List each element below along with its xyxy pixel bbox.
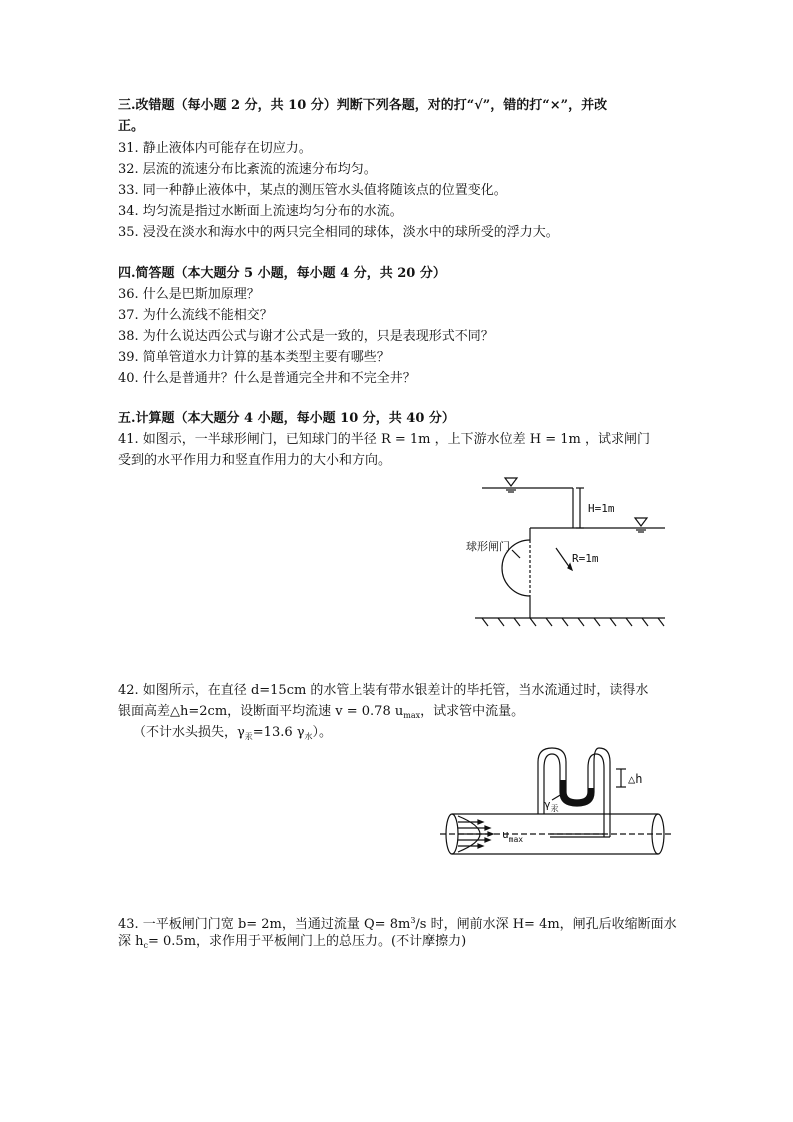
label-r: R=1m — [572, 552, 599, 565]
label-gamma: $\gamma_汞$ — [544, 798, 559, 813]
question-31: 31. 静止液体内可能存在切应力。 — [118, 141, 312, 156]
question-42-line1: 42. 如图所示，在直径 d=15cm 的水管上装有带水银差计的毕托管，当水流通过时，读得水 — [118, 683, 649, 698]
label-gate: 球形闸门 — [466, 540, 510, 553]
section4-heading: 四.简答题（本大题分 5 小题，每小题 4 分，共 20 分） — [118, 266, 446, 281]
section3-heading: 三.改错题（每小题 2 分，共 10 分）判断下列各题，对的打“√”，错的打“×”，并改 — [118, 98, 608, 113]
question-38: 38. 为什么说达西公式与谢才公式是一致的，只是表现形式不同？ — [118, 329, 494, 344]
question-41-line2: 受到的水平作用力和竖直作用力的大小和方向。 — [118, 453, 392, 468]
question-34: 34. 均匀流是指过水断面上流速均匀分布的水流。 — [118, 204, 403, 219]
question-36: 36. 什么是巴斯加原理？ — [118, 287, 260, 302]
question-37: 37. 为什么流线不能相交？ — [118, 308, 273, 323]
question-41-line1: 41. 如图示，一半球形闸门，已知球门的半径 R = 1m ，上下游水位差 H = 1m ，试求闸门 — [118, 432, 650, 447]
question-42-line2: 银面高差△h=2cm，设断面平均流速 v = 0.78 $u_{max}$，试求管中流量。 — [118, 704, 525, 720]
question-40: 40. 什么是普通井？什么是普通完全井和不完全井？ — [118, 371, 416, 386]
section5-heading: 五.计算题（本大题分 4 小题，每小题 10 分，共 40 分） — [118, 411, 455, 426]
question-39: 39. 简单管道水力计算的基本类型主要有哪些？ — [118, 350, 390, 365]
figure-hemispherical-gate — [460, 470, 680, 640]
question-43-line1: 43. 一平板闸门门宽 b= 2m，当通过流量 $Q= 8m^3/s$ 时，闸前水深 H= 4m，闸孔后收缩断面水 — [118, 916, 677, 932]
question-32: 32. 层流的流速分布比紊流的流速分布均匀。 — [118, 162, 377, 177]
label-umax: $u_{max}$ — [502, 828, 524, 844]
section3-heading-cont: 正。 — [118, 119, 145, 134]
question-33: 33. 同一种静止液体中，某点的测压管水头值将随该点的位置变化。 — [118, 183, 507, 198]
figure-pitot-tube — [440, 742, 680, 872]
label-dh: △h — [628, 772, 643, 786]
question-35: 35. 浸没在淡水和海水中的两只完全相同的球体，淡水中的球所受的浮力大。 — [118, 225, 559, 240]
label-h: H=1m — [588, 502, 615, 515]
question-43-line2: 深 $h_c= 0.5m$，求作用于平板闸门上的总压力。(不计摩擦力) — [118, 934, 467, 950]
question-42-line3: （不计水头损失，$\gamma_汞=13.6$ $\gamma_水$）。 — [133, 725, 333, 741]
